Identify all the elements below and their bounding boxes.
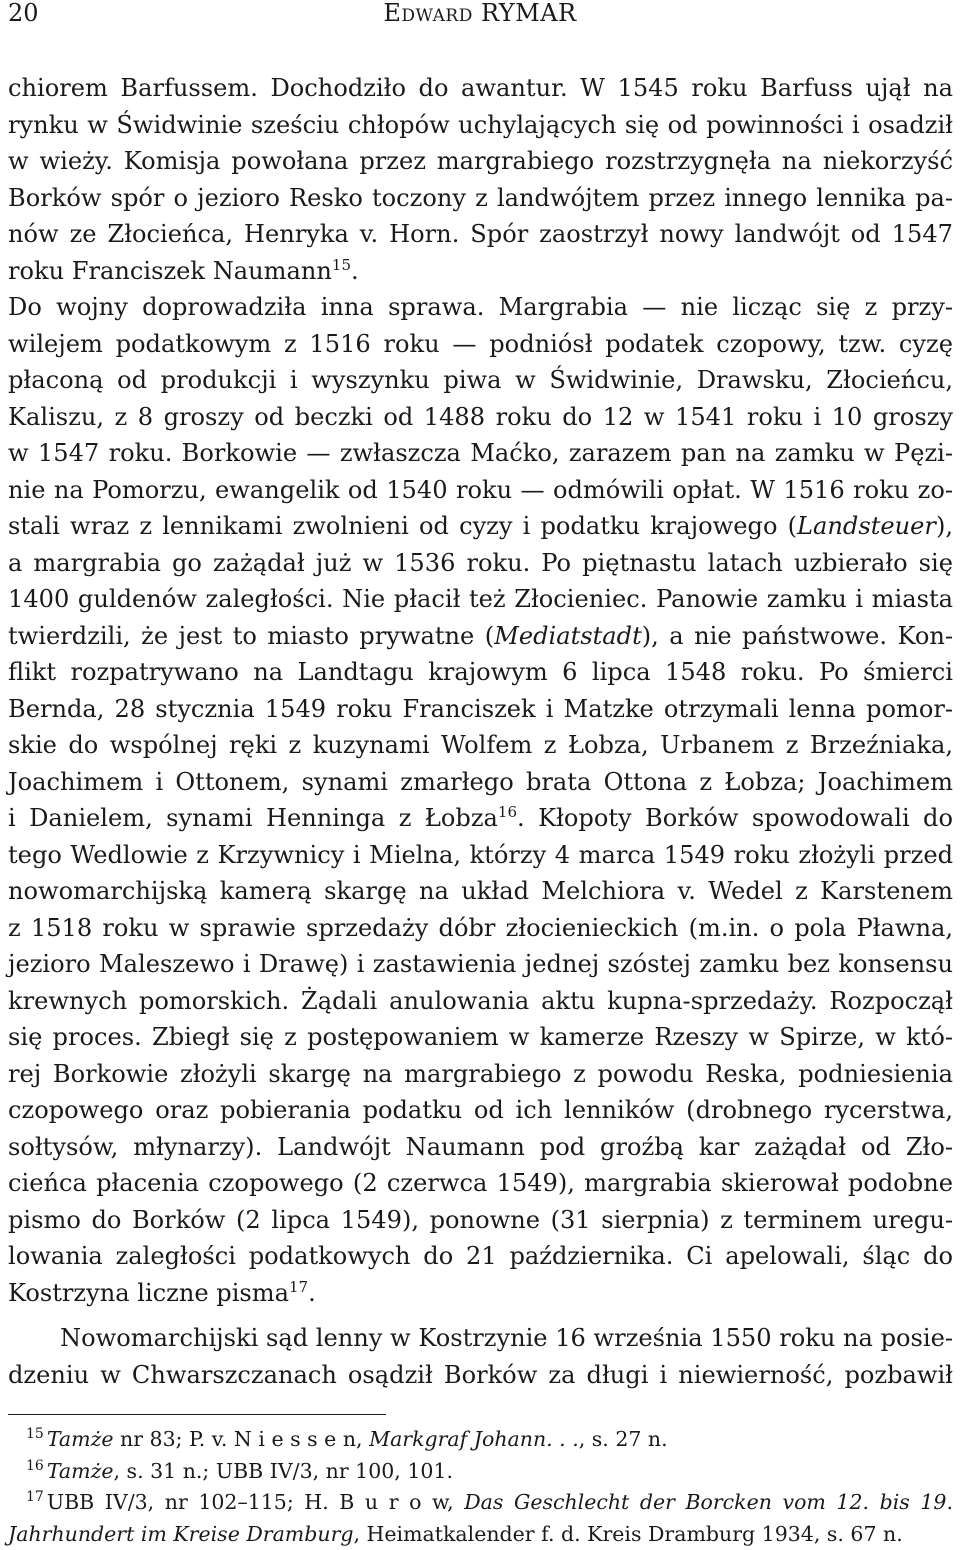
line-text: nie na Pomorzu, ewangelik od 1540 roku — odmówili opłat. W 1516 roku zo- xyxy=(8,476,953,504)
footnote-number: 16 xyxy=(26,1458,44,1474)
text-line xyxy=(8,508,953,545)
line-text: i Danielem, synami Henninga z Łobza xyxy=(8,804,498,832)
body-text xyxy=(8,70,953,1393)
line-text: Nowomarchijski sąd lenny w Kostrzynie 16 września 1550 roku na posie- xyxy=(60,1324,953,1352)
footnote-italic: Jahrhundert im Kreise Dramburg xyxy=(8,1522,354,1546)
line-text: dzeniu w Chwarszczanach osądził Borków za długi i niewierność, pozbawił xyxy=(8,1361,953,1389)
line-text: skie do wspólnej ręki z kuzynami Wolfem z Łobza, Urbanem z Brzeźniaka, xyxy=(8,731,953,759)
line-text: Bernda, 28 stycznia 1549 roku Franciszek i Matzke otrzymali lenna pomor- xyxy=(8,695,953,723)
text-line xyxy=(8,946,953,983)
text-line xyxy=(8,545,953,582)
text-line xyxy=(8,472,953,509)
line-text: nowomarchijską kamerą skargę na układ Melchiora v. Wedel z Karstenem xyxy=(8,877,953,905)
line-text: czopowego oraz pobierania podatku od ich lenników (drobnego rycerstwa, xyxy=(8,1096,953,1124)
page-number: 20 xyxy=(8,0,39,26)
text-line xyxy=(8,289,953,326)
line-text: chiorem Barfussem. Dochodziło do awantur. W 1545 roku Barfuss ujął na xyxy=(8,74,953,102)
paragraph-gap xyxy=(8,1311,953,1320)
line-text: Kostrzyna liczne pisma xyxy=(8,1279,289,1307)
line-tail: . Kłopoty Borków spowodowali do xyxy=(517,804,953,832)
footnote-text: B u r o w xyxy=(339,1490,447,1514)
line-text: a margrabia go zażądał już w 1536 roku. Po piętnastu latach uzbierało się xyxy=(8,549,953,577)
text-line xyxy=(8,581,953,618)
text-line xyxy=(8,70,953,107)
text-line xyxy=(8,180,953,217)
line-text: Borków spór o jezioro Resko toczony z landwójtem przez innego lennika pa- xyxy=(8,184,953,212)
footnote-number: 15 xyxy=(26,1426,44,1442)
line-tail: ), a nie państwowe. Kon- xyxy=(642,622,953,650)
footnote-text: N i e s s e n xyxy=(234,1427,356,1451)
text-line xyxy=(8,362,953,399)
text-line xyxy=(8,107,953,144)
text-line xyxy=(8,1202,953,1239)
footnote-text: , xyxy=(447,1490,464,1514)
running-head: Edward RYMAR xyxy=(0,0,960,26)
footnote-italic: Tamże xyxy=(47,1427,114,1451)
line-text: się proces. Zbiegł się z postępowaniem w kamerze Rzeszy w Spirze, w któ- xyxy=(8,1023,953,1051)
line-text: nów ze Złocieńca, Henryka v. Horn. Spór zaostrzył nowy landwójt od 1547 xyxy=(8,220,953,248)
line-text: z 1518 roku w sprawie sprzedaży dóbr złocienieckich (m.in. o pola Pławna, xyxy=(8,914,953,942)
line-text: płaconą od produkcji i wyszynku piwa w Świdwinie, Drawsku, Złocieńcu, xyxy=(8,366,953,394)
line-tail: ), xyxy=(936,512,953,540)
footnote-italic: Das Geschlecht der Borcken vom 12. bis 19. xyxy=(464,1490,953,1514)
text-line xyxy=(8,800,953,837)
footnote-line xyxy=(8,1424,953,1456)
text-line xyxy=(8,435,953,472)
text-line xyxy=(8,727,953,764)
text-line xyxy=(8,618,953,655)
text-line xyxy=(8,910,953,947)
text-line xyxy=(8,253,953,290)
footnote-text: UBB IV/3, nr 102–115; H. xyxy=(47,1490,339,1514)
text-line xyxy=(8,326,953,363)
line-text: w wieży. Komisja powołana przez margrabiego rozstrzygnęła na niekorzyść xyxy=(8,147,953,175)
text-line xyxy=(8,691,953,728)
text-line xyxy=(8,399,953,436)
text-line xyxy=(8,873,953,910)
text-line xyxy=(8,764,953,801)
footnote-ref[interactable]: 16 xyxy=(498,803,517,821)
line-text: tego Wedlowie z Krzywnicy i Mielna, którzy 4 marca 1549 roku złożyli przed xyxy=(8,841,953,869)
line-text: rynku w Świdwinie sześciu chłopów uchylających się od powinności i osadził xyxy=(8,111,953,139)
text-line xyxy=(8,1092,953,1129)
text-line xyxy=(8,216,953,253)
text-line xyxy=(8,1165,953,1202)
italic-term: Mediatstadt xyxy=(494,622,642,650)
footnote-italic: Markgraf Johann. . . xyxy=(369,1427,579,1451)
text-line xyxy=(8,1357,953,1394)
line-text: pismo do Borków (2 lipca 1549), ponowne (31 sierpnia) z terminem uregu- xyxy=(8,1206,953,1234)
line-tail: . xyxy=(351,257,359,285)
text-line xyxy=(8,1129,953,1166)
line-text: flikt rozpatrywano na Landtagu krajowym 6 lipca 1548 roku. Po śmierci xyxy=(8,658,953,686)
line-text: Kaliszu, z 8 groszy od beczki od 1488 roku do 12 w 1541 roku i 10 groszy xyxy=(8,403,953,431)
text-line xyxy=(8,1238,953,1275)
line-text: roku Franciszek Naumann xyxy=(8,257,332,285)
footnote-text: nr 83; P. v. xyxy=(114,1427,234,1451)
line-text: w 1547 roku. Borkowie — zwłaszcza Maćko, zarazem pan na zamku w Pęzi- xyxy=(8,439,953,467)
line-text: wilejem podatkowym z 1516 roku — podniósł podatek czopowy, tzw. cyzę xyxy=(8,330,953,358)
footnote-ref[interactable]: 15 xyxy=(332,255,351,273)
footnote-text: , s. 31 n.; UBB IV/3, nr 100, 101. xyxy=(114,1459,453,1483)
line-text: lowania zaległości podatkowych do 21 października. Ci apelowali, śląc do xyxy=(8,1242,953,1270)
footnote-ref[interactable]: 17 xyxy=(289,1277,308,1295)
footnote-italic: Tamże xyxy=(47,1459,114,1483)
line-text: Do wojny doprowadziła inna sprawa. Margrabia — nie licząc się z przy- xyxy=(8,293,953,321)
italic-term: Landsteuer xyxy=(797,512,936,540)
footnote-line xyxy=(8,1487,953,1519)
line-tail: . xyxy=(308,1279,316,1307)
line-text: cieńca płacenia czopowego (2 czerwca 1549), margrabia skierował podobne xyxy=(8,1169,953,1197)
footnote-rule xyxy=(8,1414,386,1415)
line-text: rej Borkowie złożyli skargę na margrabiego z powodu Reska, podniesienia xyxy=(8,1060,953,1088)
text-line xyxy=(8,1056,953,1093)
line-text: stali wraz z lennikami zwolnieni od cyzy i podatku krajowego ( xyxy=(8,512,797,540)
footnote-text: , s. 27 n. xyxy=(579,1427,668,1451)
text-line xyxy=(8,1320,953,1357)
footnote-line xyxy=(8,1456,953,1488)
footnote-line xyxy=(8,1519,953,1550)
line-text: krewnych pomorskich. Żądali anulowania aktu kupna-sprzedaży. Rozpoczął xyxy=(8,987,953,1015)
footnote-number: 17 xyxy=(26,1489,44,1505)
text-line xyxy=(8,654,953,691)
text-line xyxy=(8,1019,953,1056)
footnotes xyxy=(8,1424,953,1550)
line-text: 1400 guldenów zaległości. Nie płacił też Złocieniec. Panowie zamku i miasta xyxy=(8,585,953,613)
line-text: sołtysów, młynarzy). Landwójt Naumann pod groźbą kar zażądał od Zło- xyxy=(8,1133,953,1161)
footnote-text: , xyxy=(356,1427,369,1451)
line-text: twierdzili, że jest to miasto prywatne ( xyxy=(8,622,494,650)
line-text: jezioro Maleszewo i Drawę) i zastawienia jednej szóstej zamku bez konsensu xyxy=(8,950,953,978)
footnote-text: , Heimatkalender f. d. Kreis Dramburg 1934, s. 67 n. xyxy=(354,1522,903,1546)
line-text: Joachimem i Ottonem, synami zmarłego brata Ottona z Łobza; Joachimem xyxy=(8,768,953,796)
text-line xyxy=(8,143,953,180)
text-line xyxy=(8,983,953,1020)
text-line xyxy=(8,837,953,874)
page-header xyxy=(0,0,960,30)
text-line xyxy=(8,1275,953,1312)
